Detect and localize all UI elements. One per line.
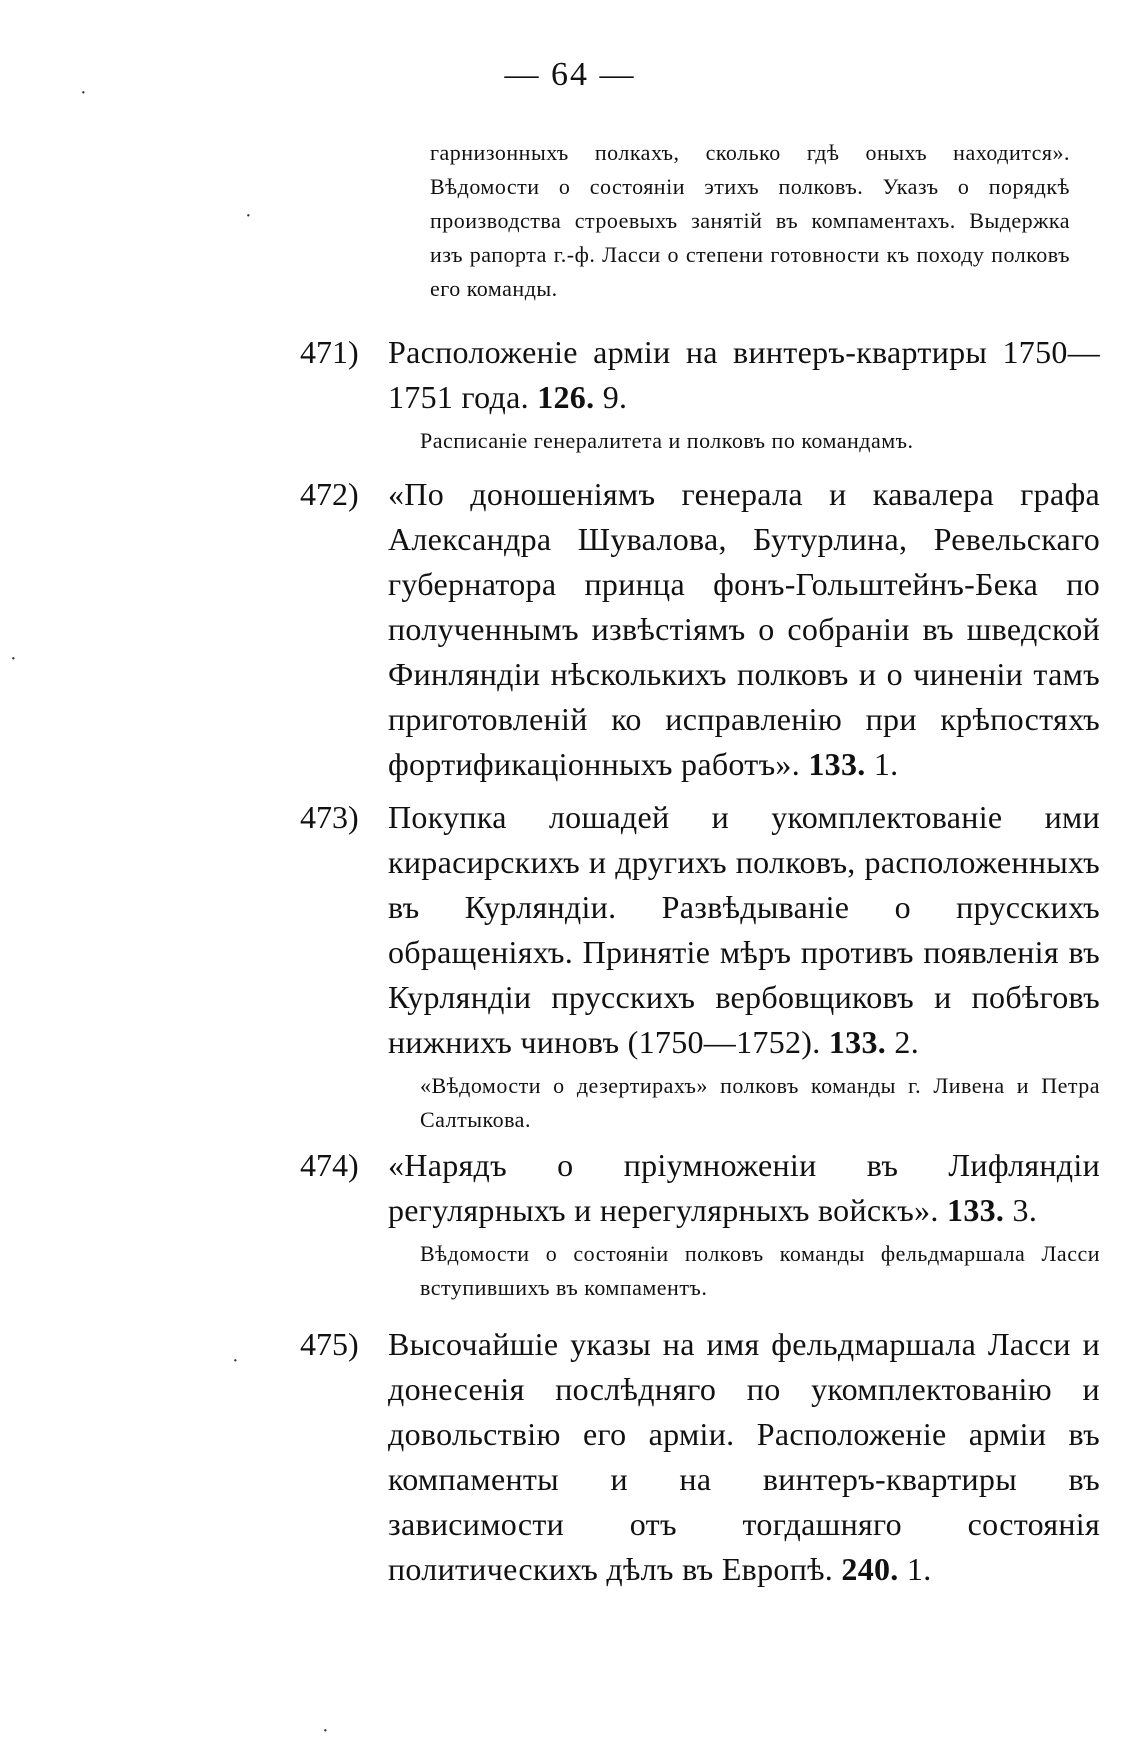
entry-text xyxy=(388,795,1100,1065)
entry-reference: 126. xyxy=(537,379,595,415)
entry-475 xyxy=(300,1322,1100,1592)
scan-speck: · xyxy=(322,1720,329,1742)
entry-474 xyxy=(300,1143,1100,1305)
entry-number: 474) xyxy=(300,1147,359,1183)
entry-title: Покупка лошадей и укомплектованіе ими кирасирскихъ и другихъ полковъ, расположенныхъ въ Курляндіи. Развѣдываніе о прусскихъ обращеніяхъ. Принятіе мѣръ противъ появленія въ Курляндіи прусскихъ вербовщиковъ и побѣговъ нижнихъ чиновъ (1750—1752). xyxy=(388,799,1100,1060)
entry-title: Высочайшіе указы на имя фельдмаршала Ласси и донесенія послѣдняго по укомплектованію и довольствію его арміи. Расположеніе арміи въ компаменты и на винтеръ-квартиры въ зависимости отъ тогдашняго состоянія политическихъ дѣлъ въ Европѣ. xyxy=(388,1326,1100,1587)
entry-note: Расписаніе генералитета и полковъ по командамъ. xyxy=(420,428,914,453)
scan-speck: · xyxy=(10,648,17,670)
entry-reference: 240. xyxy=(841,1551,899,1587)
entry-note: Вѣдомости о состояніи полковъ команды фельдмаршала Ласси вступившихъ въ компаментъ. xyxy=(420,1241,1100,1300)
entry-471 xyxy=(300,330,1100,458)
entry-473 xyxy=(300,795,1100,1137)
entry-reference: 133. xyxy=(947,1192,1005,1228)
entry-text xyxy=(388,1143,1100,1233)
entry-reference: 133. xyxy=(828,1024,887,1060)
continuation-note: гарнизонныхъ полкахъ, сколько гдѣ оныхъ находится». Вѣдомости о состояніи этихъ полковъ. Указъ о порядкѣ производства строевыхъ занятій въ компаментахъ. Выдержка изъ рапорта г.-ф. Ласси о степени готовности къ походу полковъ его команды. xyxy=(430,140,1070,301)
entry-number: 473) xyxy=(300,799,359,835)
entry-note: «Вѣдомости о дезертирахъ» полковъ команды г. Ливена и Петра Салтыкова. xyxy=(420,1073,1100,1132)
entry-page: 1. xyxy=(873,746,899,782)
entry-title: «По доношеніямъ генерала и кавалера графа Александра Шувалова, Бутурлина, Ревельскаго губернатора принца фонъ-Гольштейнъ-Бека по полученнымъ извѣстіямъ о собраніи въ шведской Финляндіи нѣсколькихъ полковъ и о чиненіи тамъ приготовленій ко исправленію при крѣпостяхъ фортификаціонныхъ работъ». xyxy=(388,476,1100,782)
entry-text xyxy=(388,472,1100,787)
entry-title: «Нарядъ о пріумноженіи въ Лифляндіи регулярныхъ и нерегулярныхъ войскъ». xyxy=(388,1147,1100,1228)
entry-page: 9. xyxy=(602,379,628,415)
entry-number: 472) xyxy=(300,476,359,512)
entry-number: 475) xyxy=(300,1326,359,1362)
entry-text xyxy=(388,1322,1100,1592)
entry-472 xyxy=(300,472,1100,787)
entry-reference: 133. xyxy=(808,746,866,782)
scan-speck: · xyxy=(80,82,87,104)
entry-text xyxy=(388,330,1100,420)
entry-title: Расположеніе арміи на винтеръ-квартиры 1750—1751 года. xyxy=(388,334,1100,415)
scan-speck: · xyxy=(232,1350,239,1372)
entry-page: 3. xyxy=(1012,1192,1038,1228)
entry-number: 471) xyxy=(300,334,359,370)
page-number: — 64 — xyxy=(504,56,636,93)
entry-page: 1. xyxy=(906,1551,932,1587)
scan-speck: · xyxy=(245,205,252,227)
entry-page: 2. xyxy=(894,1024,919,1060)
